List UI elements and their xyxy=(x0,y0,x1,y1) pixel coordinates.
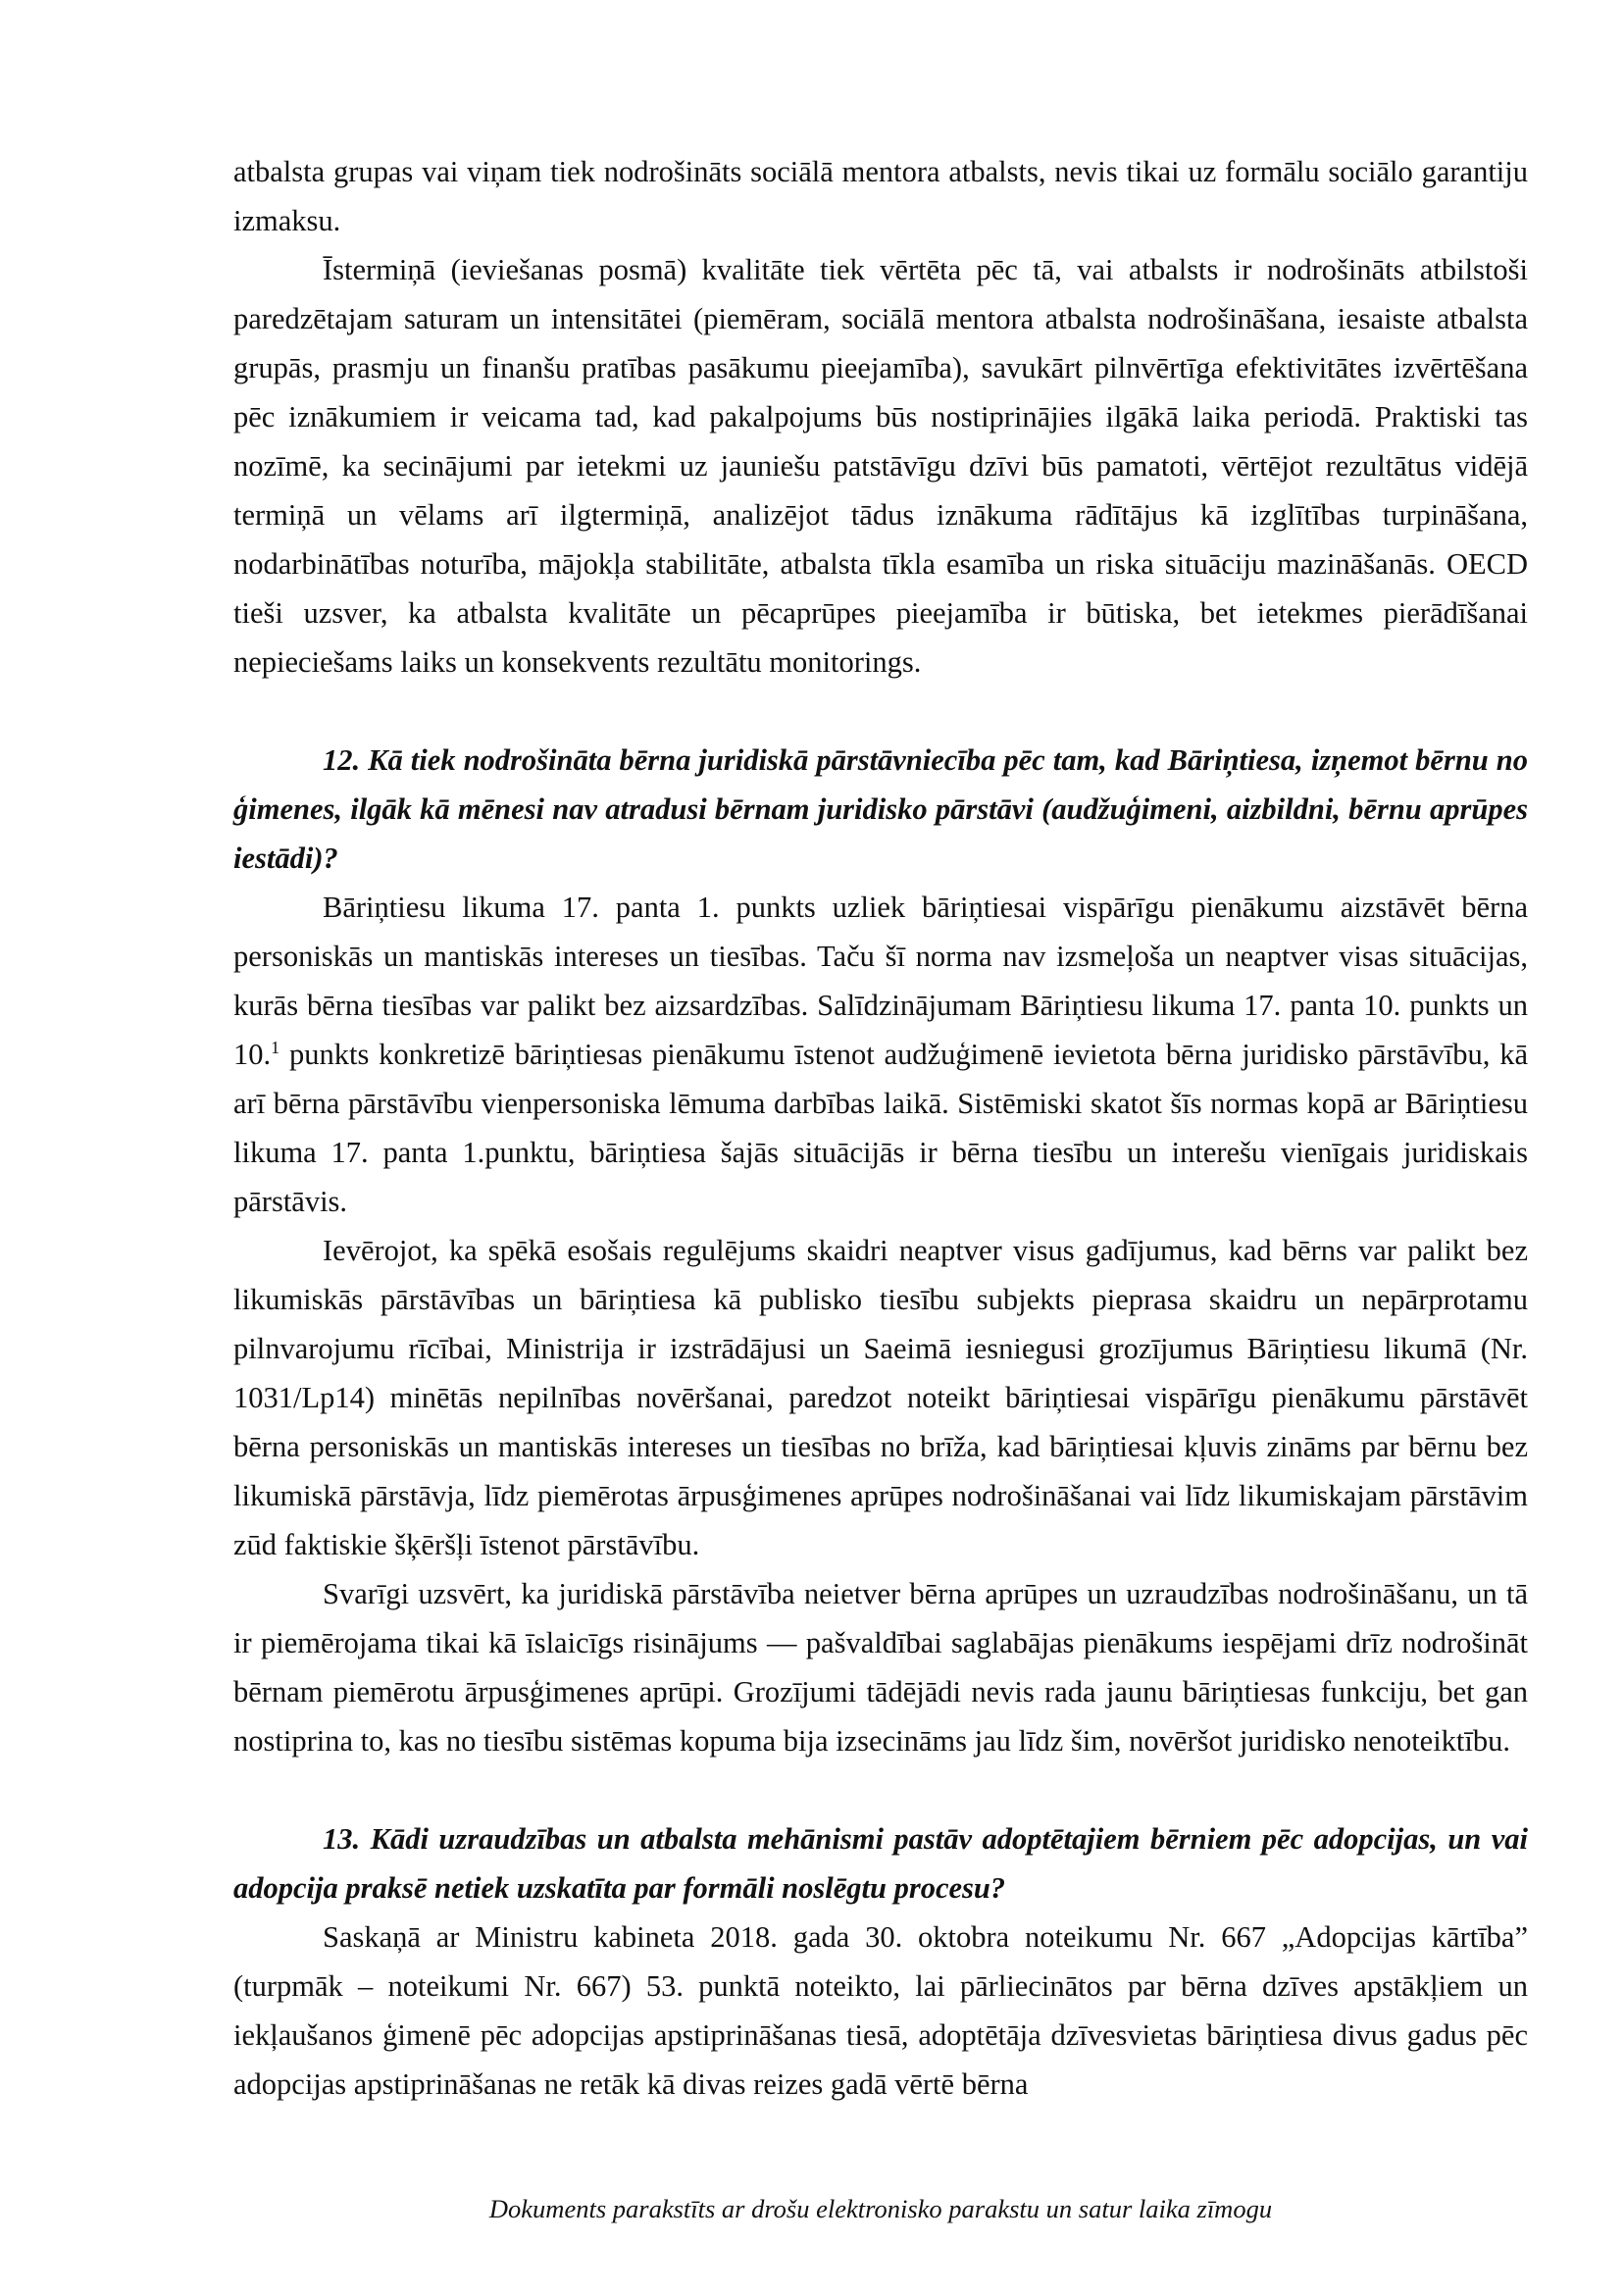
paragraph-adoption-procedure: Saskaņā ar Ministru kabineta 2018. gada 30. oktobra noteikumu Nr. 667 „Adopcijas kārtība” (turpmāk – noteikumi Nr. 667) 53. punktā noteikto, lai pārliecinātos par bērna dzīves apstākļiem un iekļaušanos ģimenē pēc adopcijas apstiprināšanas tiesā, adoptētāja dzīvesvietas bāriņtiesa divus gadus pēc adopcijas apstiprināšanas ne retāk kā divas reizes gadā vērtē bērna xyxy=(233,1920,1528,2101)
footnote-superscript: 1 xyxy=(271,1037,280,1057)
question-12-heading: 12. Kā tiek nodrošināta bērna juridiskā pārstāvniecība pēc tam, kad Bāriņtiesa, izņemot bērnu no ģimenes, ilgāk kā mēnesi nav atradusi bērnam juridisko pārstāvi (audžuģimeni, aizbildni, bērnu aprūpes iestādi)? xyxy=(233,743,1528,875)
paragraph-legal-representation: Svarīgi uzsvērt, ka juridiskā pārstāvība neietver bērna aprūpes un uzraudzības nodrošināšanu, un tā ir piemērojama tikai kā īslaicīgs risinājums — pašvaldībai saglabājas pienākums iespējami drīz nodrošināt bērnam piemērotu ārpusģimenes aprūpi. Grozījumi tādējādi nevis rada jaunu bāriņtiesas funkciju, bet gan nostiprina to, kas no tiesību sistēmas kopuma bija izsecināms jau līdz šim, novēršot juridisko nenoteiktību. xyxy=(233,1577,1528,1758)
paragraph-continuation: atbalsta grupas vai viņam tiek nodrošināts sociālā mentora atbalsts, nevis tikai uz formālu sociālo garantiju izmaksu. xyxy=(233,155,1528,237)
paragraph-amendments: Ievērojot, ka spēkā esošais regulējums skaidri neaptver visus gadījumus, kad bērns var palikt bez likumiskās pārstāvības un bāriņtiesa kā publisko tiesību subjekts pieprasa skaidru un nepārprotamu pilnvarojumu rīcībai, Ministrija ir izstrādājusi un Saeimā iesniegusi grozījumus Bāriņtiesu likumā (Nr. 1031/Lp14) minētās nepilnības novēršanai, paredzot noteikt bāriņtiesai vispārīgu pienākumu pārstāvēt bērna personiskās un mantiskās intereses un tiesības no brīža, kad bāriņtiesai kļuvis zināms par bērnu bez likumiskā pārstāvja, līdz piemērotas ārpusģimenes aprūpes nodrošināšanai vai līdz likumiskajam pārstāvim zūd faktiskie šķēršļi īstenot pārstāvību. xyxy=(233,1234,1528,1561)
paragraph-orphan-court-law-part-b: punkts konkretizē bāriņtiesas pienākumu īstenot audžuģimenē ievietota bērna juridisko pārstāvību, kā arī bērna pārstāvību vienpersoniska lēmuma darbības laikā. Sistēmiski skatot šīs normas kopā ar Bāriņtiesu likuma 17. panta 1.punktu, bāriņtiesa šajās situācijās ir bērna tiesību un interešu vienīgais juridiskais pārstāvis. xyxy=(233,1038,1528,1218)
paragraph-orphan-court-law xyxy=(233,883,1528,1226)
paragraph-orphan-court-law-part-a: Bāriņtiesu likuma 17. panta 1. punkts uzliek bāriņtiesai vispārīgu pienākumu aizstāvēt bērna personiskās un mantiskās intereses un tiesības. Taču šī norma nav izsmeļoša un neaptver visas situācijas, kurās bērna tiesības var palikt bez aizsardzības. Salīdzinājumam Bāriņtiesu likuma 17. panta 10. punkts un 10. xyxy=(233,891,1528,1071)
paragraph-quality-evaluation: Īstermiņā (ieviešanas posmā) kvalitāte tiek vērtēta pēc tā, vai atbalsts ir nodrošināts atbilstoši paredzētajam saturam un intensitātei (piemēram, sociālā mentora atbalsta nodrošināšana, iesaiste atbalsta grupās, prasmju un finanšu pratības pasākumu pieejamība), savukārt pilnvērtīga efektivitātes izvērtēšana pēc iznākumiem ir veicama tad, kad pakalpojums būs nostiprinājies ilgākā laika periodā. Praktiski tas nozīmē, ka secinājumi par ietekmi uz jauniešu patstāvīgu dzīvi būs pamatoti, vērtējot rezultātus vidējā termiņā un vēlams arī ilgtermiņā, analizējot tādus iznākuma rādītājus kā izglītības turpināšana, nodarbinātības noturība, mājokļa stabilitāte, atbalsta tīkla esamība un riska situāciju mazināšanās. OECD tieši uzsver, ka atbalsta kvalitāte un pēcaprūpes pieejamība ir būtiska, bet ietekmes pierādīšanai nepieciešams laiks un konsekvents rezultātu monitorings. xyxy=(233,253,1528,679)
signature-footer: Dokuments parakstīts ar drošu elektronisko parakstu un satur laika zīmogu xyxy=(488,2194,1273,2223)
document-body xyxy=(233,147,1528,2109)
question-13-heading: 13. Kādi uzraudzības un atbalsta mehānismi pastāv adoptētajiem bērniem pēc adopcijas, un vai adopcija praksē netiek uzskatīta par formāli noslēgtu procesu? xyxy=(233,1822,1528,1905)
